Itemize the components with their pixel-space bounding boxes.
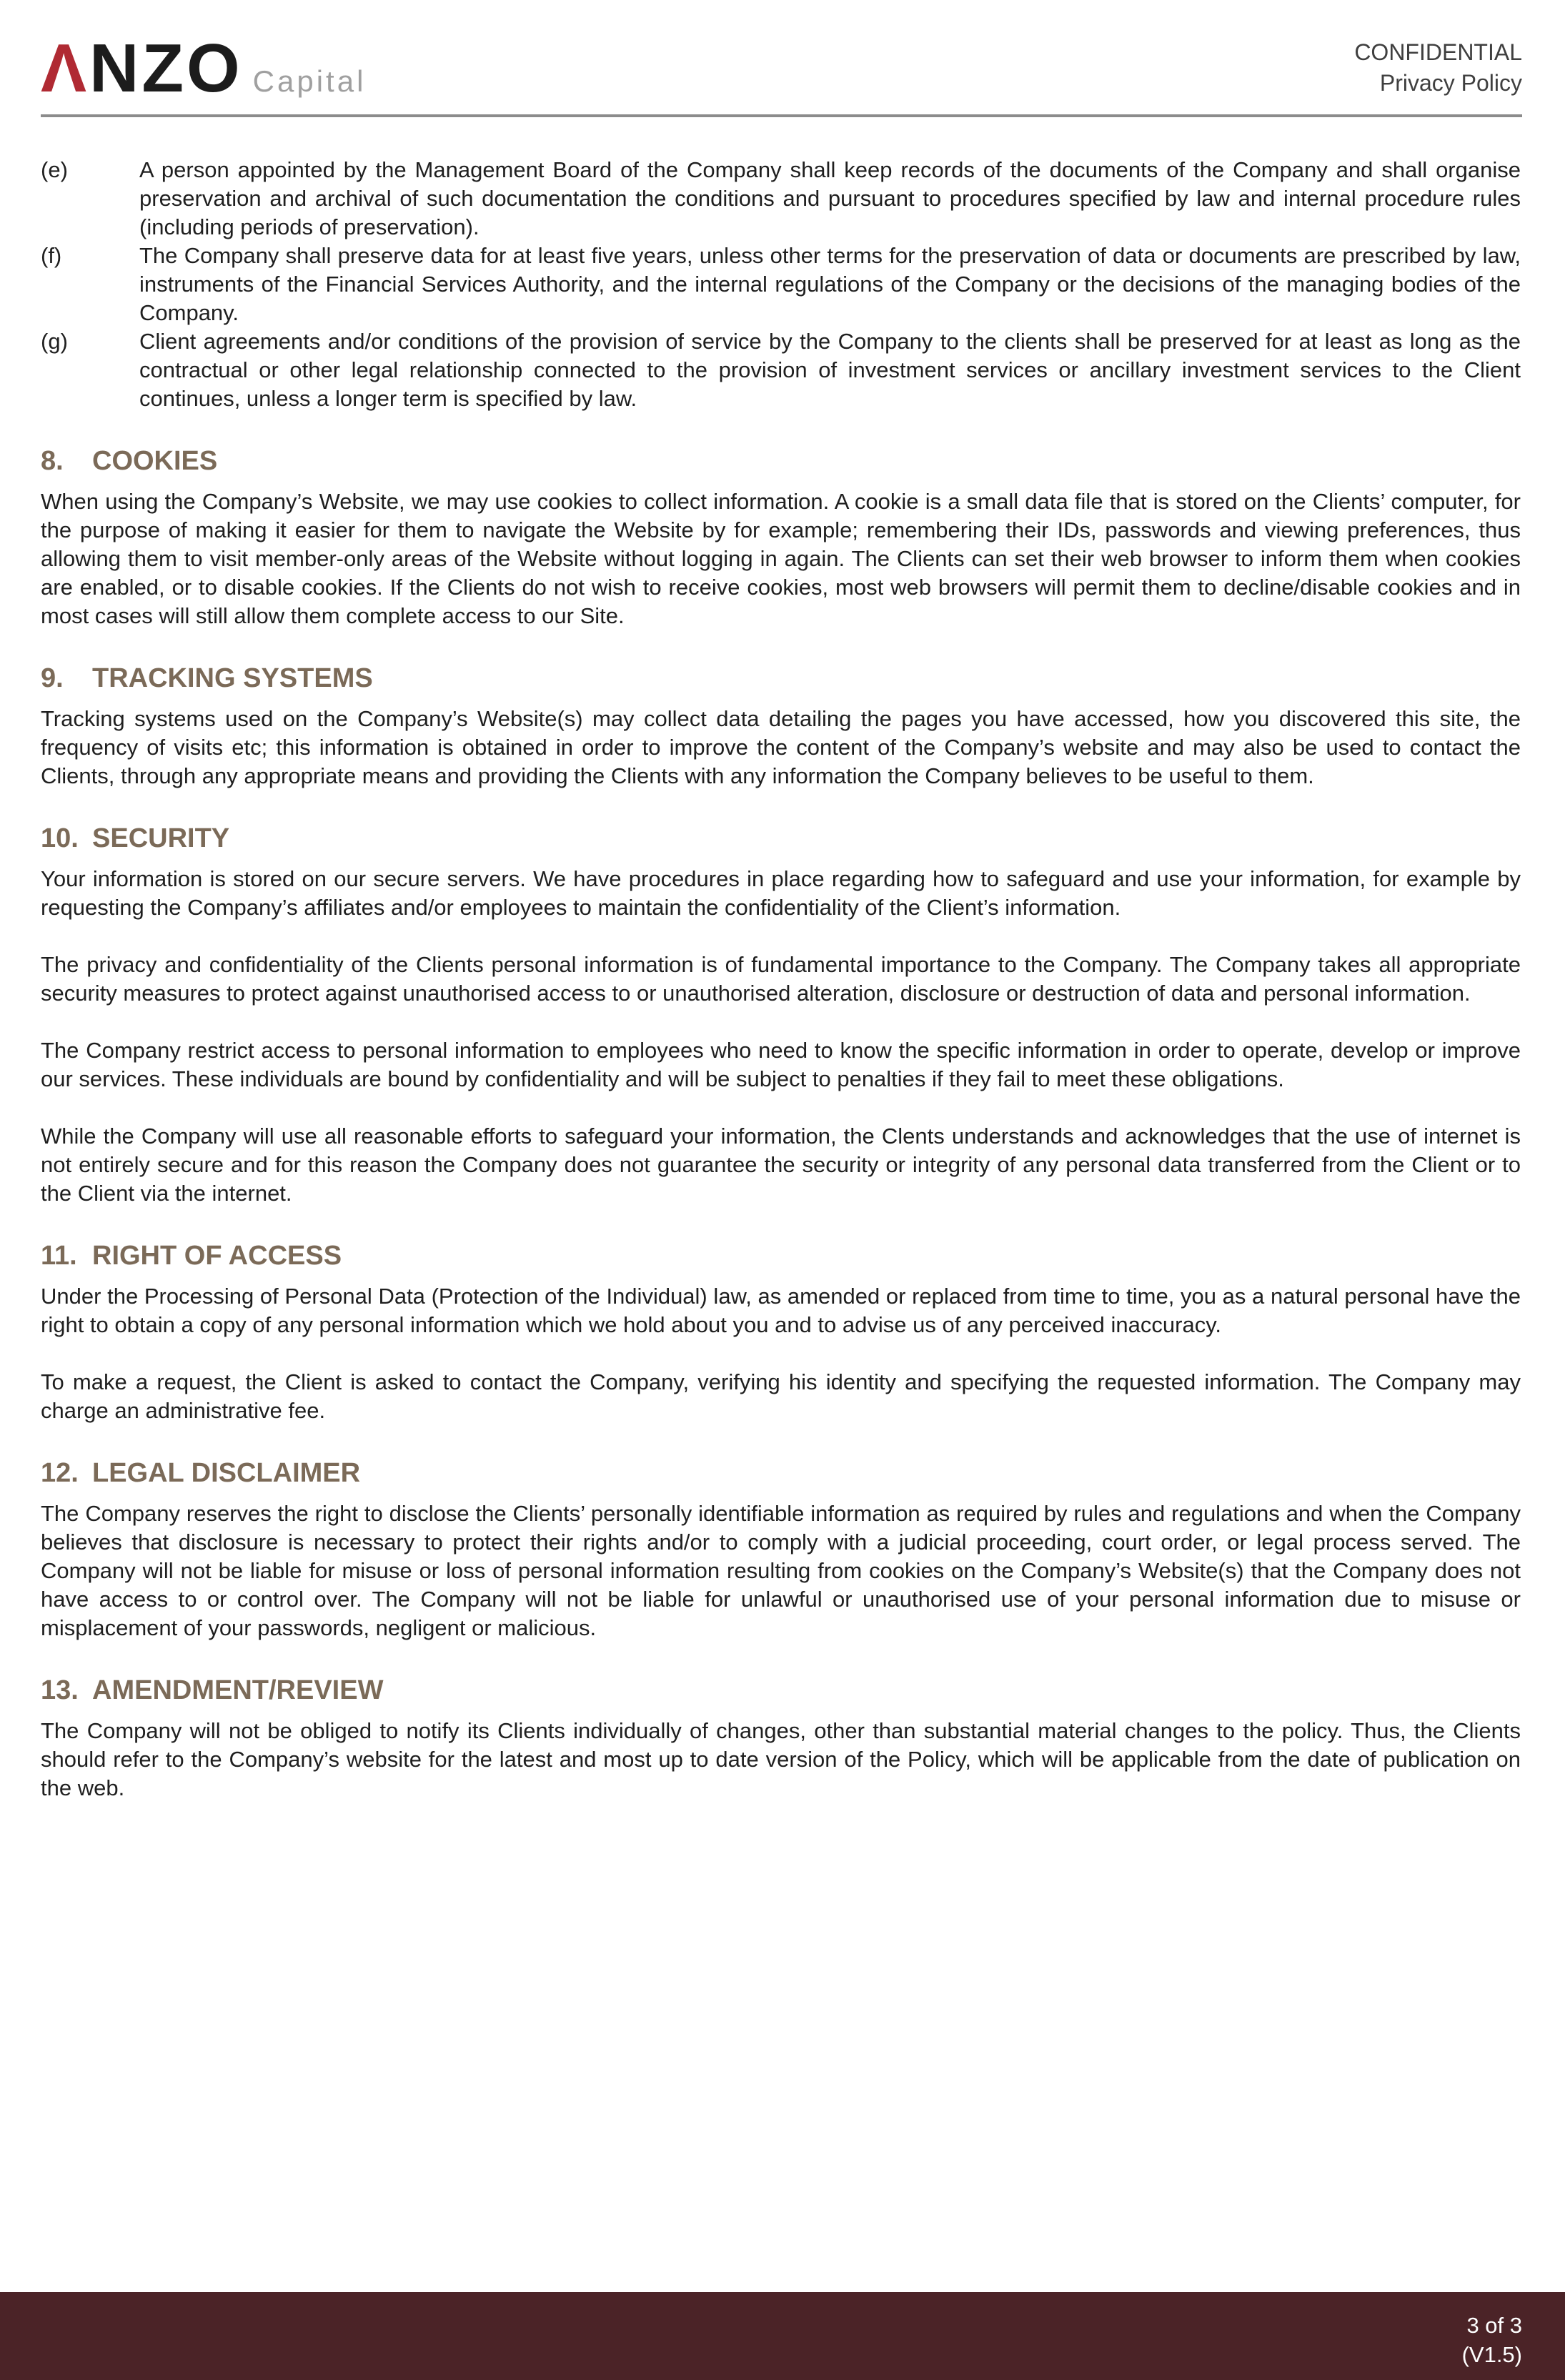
list-item bbox=[41, 242, 1521, 327]
page-number: 3 of 3 bbox=[1466, 2313, 1522, 2338]
page-footer bbox=[0, 2292, 1565, 2380]
section-number: 13. bbox=[41, 1675, 79, 1705]
paragraph: The privacy and confidentiality of the Clients personal information is of fundamental importance to the Company. The Company takes all appropriate security measures to protect against unauthorised access to or unauthorised alteration, disclosure or destruction of data and personal information. bbox=[41, 952, 1521, 1006]
confidential-label: CONFIDENTIAL bbox=[1354, 39, 1522, 65]
paragraph: Your information is stored on our secure servers. We have procedures in place regarding how to safeguard and use your information, for example by requesting the Company’s affiliates and/or employees to maintain the confidentiality of the Client’s information. bbox=[41, 866, 1521, 920]
list-item bbox=[41, 327, 1521, 413]
document-title: Privacy Policy bbox=[1379, 70, 1522, 96]
list-item-text: Client agreements and/or conditions of the provision of service by the Company to the clients shall be preserved for at least as long as the contractual or other legal relationship connected to the provision of investment services or ancillary investment services to the Client continues, unless a longer term is specified by law. bbox=[139, 329, 1521, 411]
header-right-block bbox=[1354, 37, 1522, 103]
list-item-label: (e) bbox=[41, 157, 68, 182]
section-title: SECURITY bbox=[92, 823, 230, 853]
paragraph: The Company reserves the right to disclose the Clients’ personally identifiable information as required by rules and regulations and when the Company believes that disclosure is necessary to protect their rights and/or to comply with a judicial proceeding, court order, or legal process served. The Company will not be liable for misuse or loss of personal information resulting from cookies on the Company’s Website(s) that the Company does not have access to or control over. The Company will not be liable for unlawful or unauthorised use of your personal information due to misuse or misplacement of your passwords, negligent or malicious. bbox=[41, 1501, 1521, 1640]
section-amendment-review bbox=[41, 1674, 1521, 1803]
section-heading bbox=[41, 445, 1521, 477]
list-item bbox=[41, 156, 1521, 242]
document-body bbox=[0, 117, 1565, 1803]
page-header bbox=[0, 0, 1565, 106]
logo-wordmark-rest: NZO bbox=[89, 30, 243, 106]
anzo-capital-logo bbox=[41, 30, 367, 106]
paragraph: The Company restrict access to personal information to employees who need to know the specific information in order to operate, develop or improve our services. These individuals are bound by confidentiality and will be subject to penalties if they fail to meet these obligations. bbox=[41, 1038, 1521, 1091]
section-title: LEGAL DISCLAIMER bbox=[92, 1458, 361, 1488]
logo-capital-text: Capital bbox=[252, 64, 367, 98]
section-heading bbox=[41, 1239, 1521, 1272]
section-right-of-access bbox=[41, 1239, 1521, 1425]
section-heading bbox=[41, 1457, 1521, 1489]
paragraph: When using the Company’s Website, we may use cookies to collect information. A cookie is a small data file that is stored on the Clients’ computer, for the purpose of making it easier for them to navigate the Website by for example; remembering their IDs, passwords and viewing preferences, thus allowing them to visit member-only areas of the Website without logging in again. The Clients can set their web browser to inform them when cookies are enabled, or to disable cookies. If the Clients do not wish to receive cookies, most web browsers will permit them to decline/disable cookies and in most cases will still allow them complete access to our Site. bbox=[41, 489, 1521, 628]
paragraph: While the Company will use all reasonable efforts to safeguard your information, the Clents understands and acknowledges that the use of internet is not entirely secure and for this reason the Company does not guarantee the security or integrity of any personal data transferred from the Client or to the Client via the internet. bbox=[41, 1124, 1521, 1206]
section-tracking-systems bbox=[41, 662, 1521, 790]
section-title: AMENDMENT/REVIEW bbox=[92, 1675, 384, 1705]
paragraph: Tracking systems used on the Company’s Website(s) may collect data detailing the pages you have accessed, how you discovered this site, the frequency of visits etc; this information is obtained in order to improve the content of the Company’s website and may also be used to contact the Clients, through any appropriate means and providing the Clients with any information the Company believes to be useful to them. bbox=[41, 706, 1521, 788]
list-item-text: A person appointed by the Management Board of the Company shall keep records of the documents of the Company and shall organise preservation and archival of such documentation the conditions and pursuant to procedures specified by law and internal procedure rules (including periods of preservation). bbox=[139, 157, 1521, 239]
list-item-label: (g) bbox=[41, 329, 68, 354]
paragraph: The Company will not be obliged to notify its Clients individually of changes, other than substantial material changes to the policy. Thus, the Clients should refer to the Company’s website for the latest and most up to date version of the Policy, which will be applicable from the date of publication on the web. bbox=[41, 1718, 1521, 1800]
section-heading bbox=[41, 1674, 1521, 1707]
section-number: 9. bbox=[41, 663, 64, 693]
list-item-label: (f) bbox=[41, 243, 62, 268]
section-heading bbox=[41, 822, 1521, 855]
section-cookies bbox=[41, 445, 1521, 630]
section-legal-disclaimer bbox=[41, 1457, 1521, 1642]
section-number: 11. bbox=[41, 1241, 77, 1271]
section-number: 12. bbox=[41, 1458, 79, 1488]
section-security bbox=[41, 822, 1521, 1208]
list-item-text: The Company shall preserve data for at least five years, unless other terms for the preservation of data or documents are prescribed by law, instruments of the Financial Services Authority, and the internal regulations of the Company or the decisions of the managing bodies of the Company. bbox=[139, 243, 1521, 325]
version-label: (V1.5) bbox=[1461, 2342, 1522, 2367]
logo-wordmark bbox=[41, 30, 243, 106]
section-number: 10. bbox=[41, 823, 79, 853]
section-title: RIGHT OF ACCESS bbox=[92, 1241, 342, 1271]
paragraph: To make a request, the Client is asked to contact the Company, verifying his identity and specifying the requested information. The Company may charge an administrative fee. bbox=[41, 1369, 1521, 1423]
logo-caret-glyph: Λ bbox=[41, 30, 90, 106]
clause-list bbox=[41, 156, 1521, 413]
section-title: TRACKING SYSTEMS bbox=[92, 663, 373, 693]
paragraph: Under the Processing of Personal Data (Protection of the Individual) law, as amended or replaced from time to time, you as a natural personal have the right to obtain a copy of any personal information which we hold about you and to advise us of any perceived inaccuracy. bbox=[41, 1284, 1521, 1337]
section-number: 8. bbox=[41, 446, 64, 476]
section-title: COOKIES bbox=[92, 446, 218, 476]
section-heading bbox=[41, 662, 1521, 695]
